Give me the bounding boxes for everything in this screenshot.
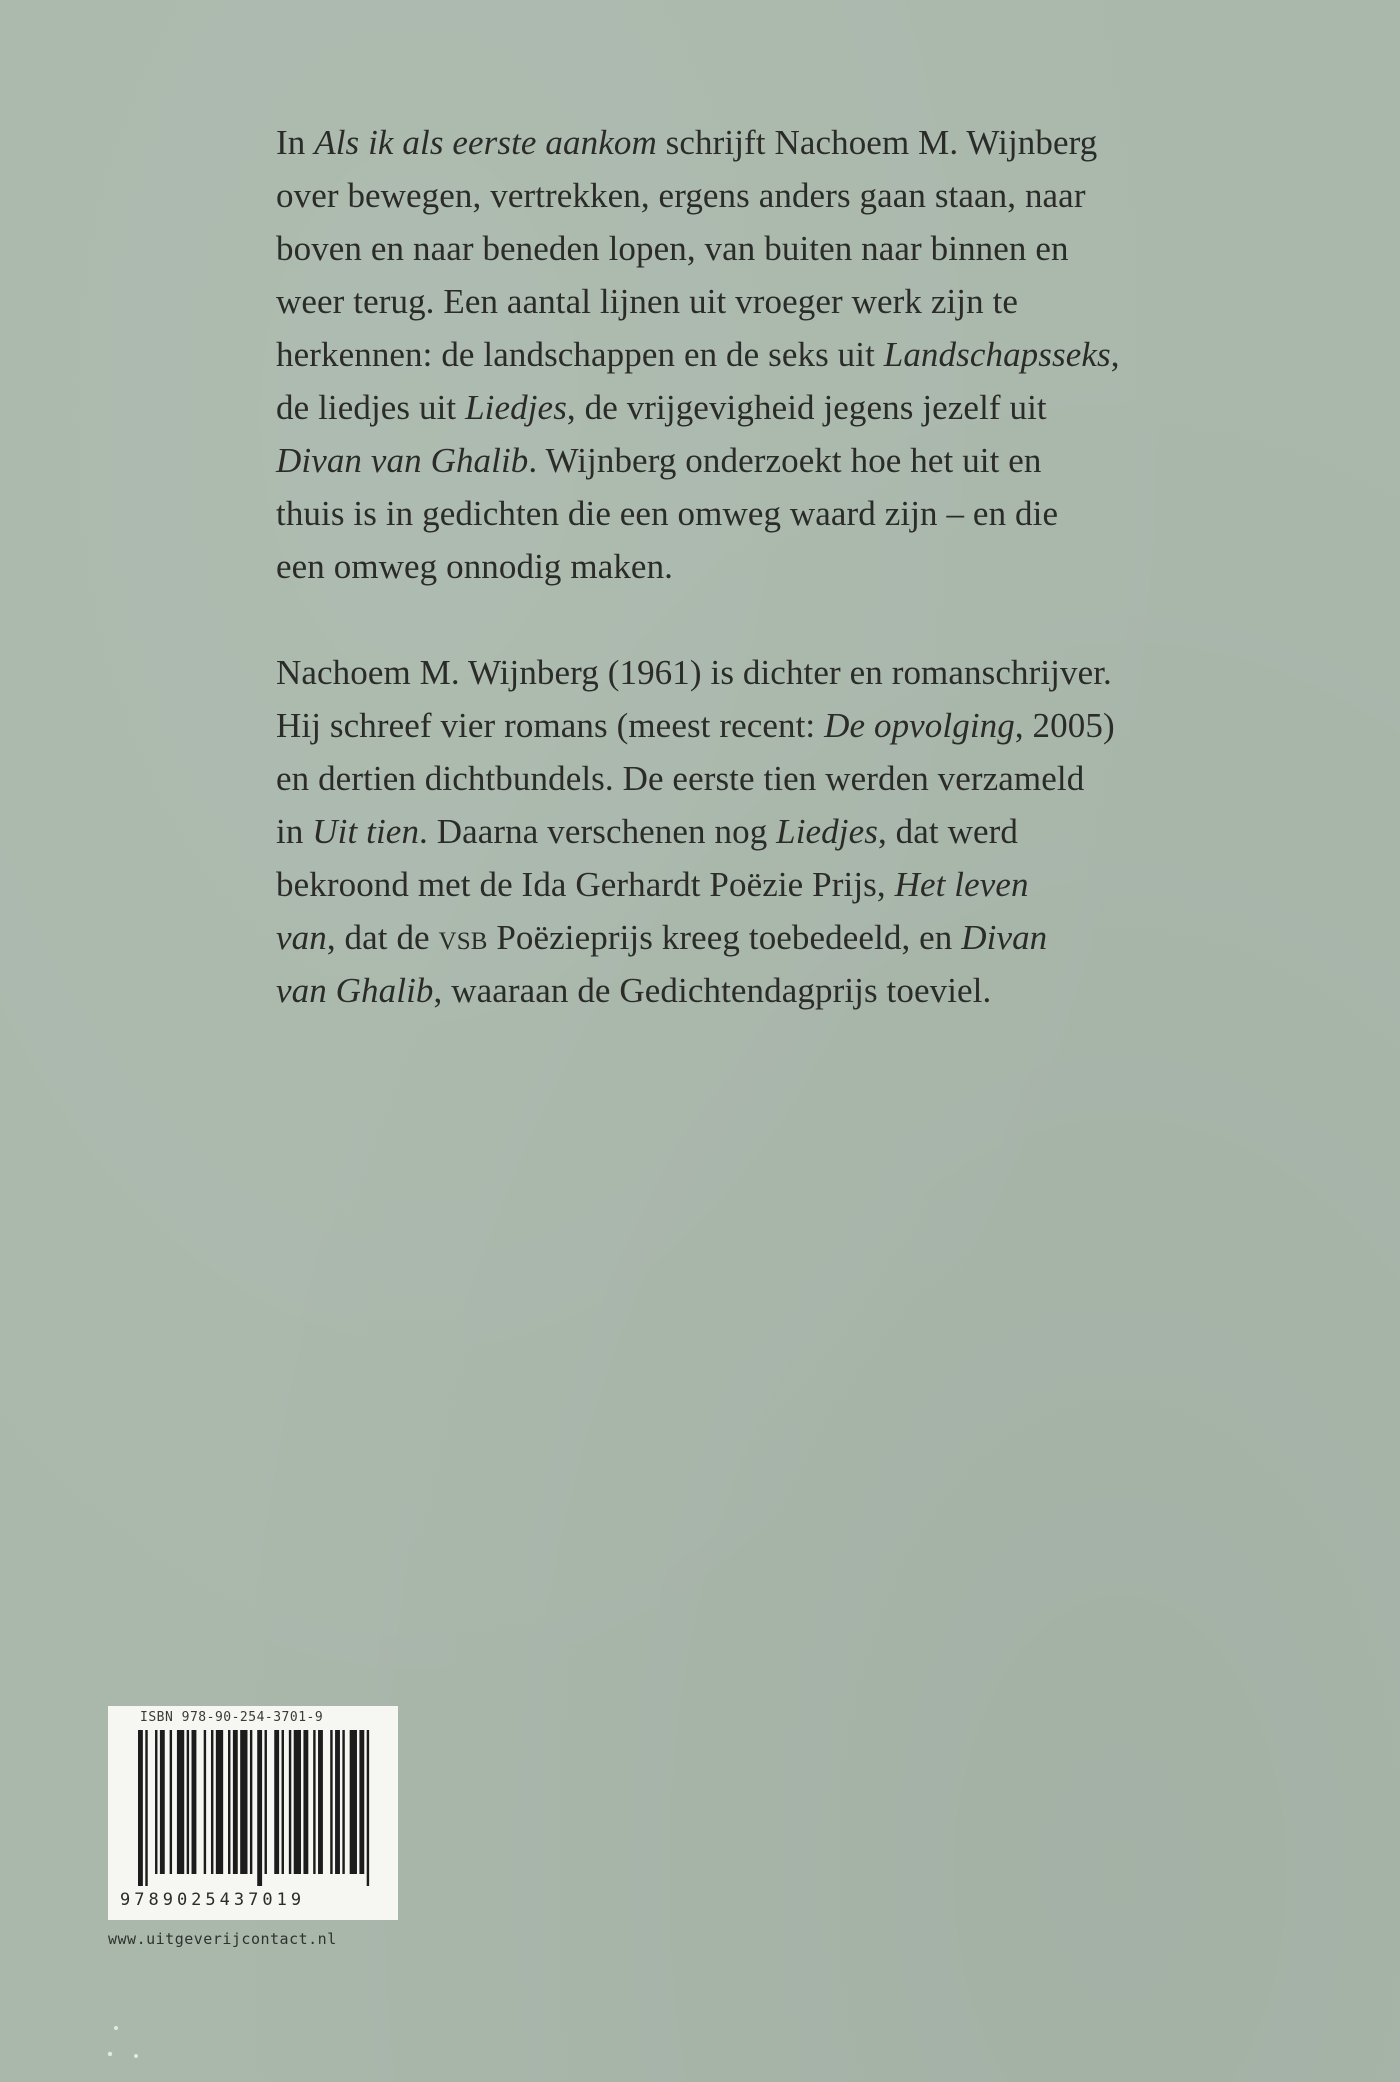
bio-line <box>276 805 1236 858</box>
barcode-stripe <box>359 1730 364 1874</box>
text-segment: . Wijnberg onderzoekt hoe het uit en <box>528 441 1042 480</box>
barcode-stripe <box>274 1730 279 1874</box>
publisher-website: www.uitgeverijcontact.nl <box>108 1930 337 1948</box>
barcode-stripe <box>233 1730 238 1874</box>
italic-title: van Ghalib <box>276 971 434 1010</box>
italic-title: Divan van Ghalib <box>276 441 529 480</box>
bio-line <box>276 646 1236 699</box>
bio-line <box>276 911 1236 964</box>
barcode-stripe <box>211 1730 213 1874</box>
barcode-stripe <box>228 1730 230 1874</box>
barcode-stripe <box>155 1730 157 1874</box>
text-segment: schrijft Nachoem M. Wijnberg <box>656 123 1098 162</box>
text-segment: Poëzieprijs kreeg toebedeeld, en <box>487 918 962 957</box>
bio-line <box>276 699 1236 752</box>
blurb-line <box>276 222 1236 275</box>
barcode-stripe <box>187 1730 189 1874</box>
barcode-stripe <box>335 1730 340 1874</box>
ean-digits: 9789025437019 <box>120 1890 306 1910</box>
bio-line <box>276 858 1236 911</box>
italic-title: De opvolging <box>824 706 1015 745</box>
isbn-number: ISBN 978-90-254-3701-9 <box>140 1710 324 1725</box>
book-blurb <box>276 116 1236 593</box>
barcode-stripe <box>240 1730 247 1874</box>
barcode-stripe <box>250 1730 252 1874</box>
blurb-line <box>276 169 1236 222</box>
barcode-stripe <box>330 1730 332 1874</box>
text-segment: herkennen: de landschappen en de seks uit <box>276 335 884 374</box>
barcode-stripe <box>289 1730 291 1874</box>
blurb-line <box>276 116 1236 169</box>
barcode-stripe <box>294 1730 301 1874</box>
text-segment: thuis is in gedichten die een omweg waard zijn – en die <box>276 494 1059 533</box>
blurb-line <box>276 487 1236 540</box>
text-segment: , dat werd <box>877 812 1018 851</box>
text-segment: in <box>276 812 313 851</box>
text-segment: de liedjes uit <box>276 388 466 427</box>
print-specks <box>90 2020 160 2070</box>
text-segment: . Daarna verschenen nog <box>419 812 777 851</box>
barcode-stripe <box>216 1730 223 1874</box>
text-segment: Nachoem M. Wijnberg (1961) is dichter en romanschrijver. <box>276 653 1112 692</box>
text-segment: bekroond met de Ida Gerhardt Poëzie Prijs, <box>276 865 895 904</box>
italic-title: Liedjes <box>776 812 878 851</box>
italic-title: van <box>276 918 327 957</box>
author-bio <box>276 646 1236 1017</box>
text-segment: , de vrijgevigheid jegens jezelf uit <box>566 388 1047 427</box>
italic-title: Als ik als eerste aankom <box>314 123 657 162</box>
blurb-line <box>276 275 1236 328</box>
blurb-line <box>276 328 1236 381</box>
barcode-stripe <box>192 1730 197 1874</box>
barcode-stripe <box>145 1730 147 1886</box>
text-segment: een omweg onnodig maken. <box>276 547 674 586</box>
barcode-stripe <box>303 1730 308 1874</box>
barcode-stripe <box>282 1730 284 1874</box>
italic-title: Liedjes <box>465 388 567 427</box>
bio-line <box>276 752 1236 805</box>
barcode-stripe <box>160 1730 165 1874</box>
barcode-stripe <box>313 1730 315 1874</box>
barcode-stripe <box>138 1730 143 1886</box>
barcode-stripe <box>265 1730 267 1874</box>
text-segment: , dat de <box>326 918 439 957</box>
barcode-bars <box>138 1730 374 1886</box>
text-segment: over bewegen, vertrekken, ergens anders gaan staan, naar <box>276 176 1086 215</box>
italic-title: Divan <box>961 918 1048 957</box>
text-segment: boven en naar beneden lopen, van buiten naar binnen en <box>276 229 1069 268</box>
text-segment: In <box>276 123 315 162</box>
text-segment: , <box>1110 335 1120 374</box>
italic-title: Landschapsseks <box>883 335 1111 374</box>
text-segment: , waaraan de Gedichtendagprijs toeviel. <box>433 971 992 1010</box>
barcode-stripe <box>177 1730 184 1874</box>
blurb-line <box>276 434 1236 487</box>
text-segment: en dertien dichtbundels. De eerste tien werden verzameld <box>276 759 1085 798</box>
bio-line <box>276 964 1236 1017</box>
barcode-stripe <box>318 1730 323 1874</box>
text-segment: weer terug. Een aantal lijnen uit vroeger werk zijn te <box>276 282 1019 321</box>
barcode-label <box>108 1706 398 1920</box>
blurb-line <box>276 540 1236 593</box>
barcode-stripe <box>257 1730 262 1886</box>
barcode-stripe <box>350 1730 357 1874</box>
text-segment: , 2005) <box>1014 706 1115 745</box>
blurb-line <box>276 381 1236 434</box>
italic-title: Het leven <box>894 865 1029 904</box>
text-segment: vsb <box>438 918 488 957</box>
barcode-stripe <box>170 1730 172 1874</box>
barcode-stripe <box>342 1730 344 1874</box>
barcode-stripe <box>204 1730 206 1874</box>
italic-title: Uit tien <box>312 812 420 851</box>
text-segment: Hij schreef vier romans (meest recent: <box>276 706 825 745</box>
barcode-stripe <box>367 1730 369 1886</box>
